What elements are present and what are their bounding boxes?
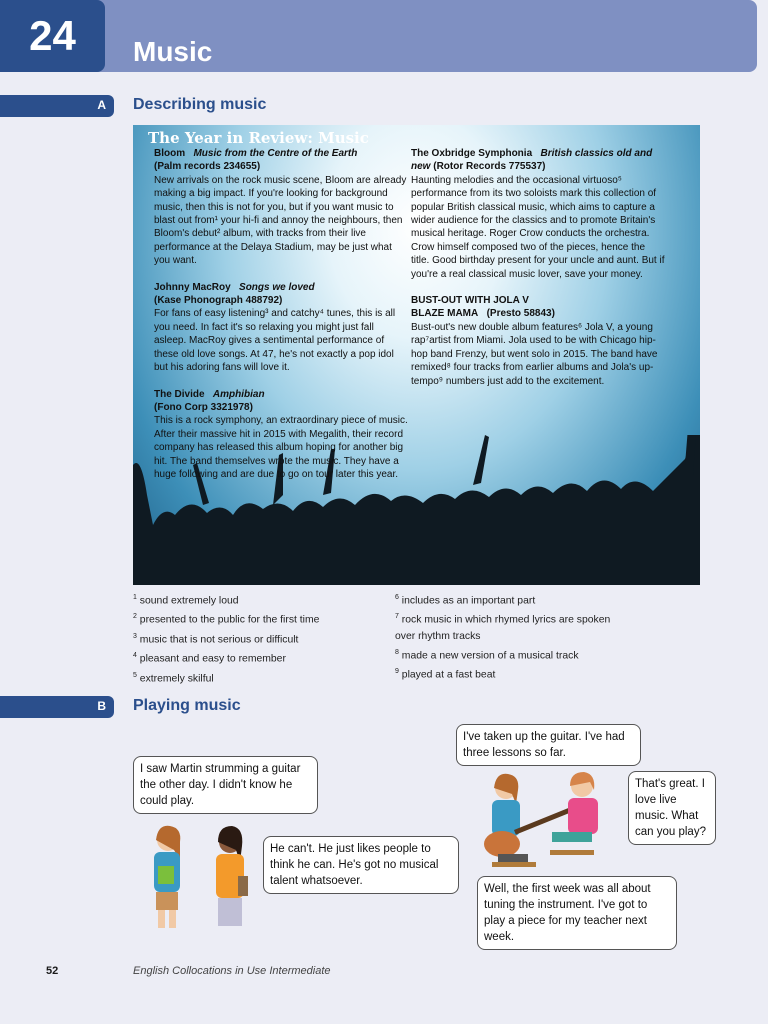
article-entry [411, 294, 665, 388]
article-entry [154, 388, 408, 482]
concert-photo [133, 125, 700, 585]
unit-number: 24 [29, 12, 76, 59]
footnote: $^8$ made a new version of a musical track [395, 648, 579, 662]
entry-artist: Johnny MacRoy [154, 281, 231, 293]
footnote: $^9$ played at a fast beat [395, 668, 496, 681]
entry-artist: Bloom [154, 148, 186, 159]
footnotes-right [395, 590, 625, 684]
section-b-title: Playing music [133, 697, 241, 714]
entry-artist: The Divide [154, 388, 205, 400]
footnotes-left [133, 590, 319, 687]
article-column-right [411, 147, 665, 401]
article-column-left [154, 147, 408, 494]
footnote: $^7$ rock music in which rhymed lyrics are spoken over rhythm tracks [395, 613, 611, 642]
section-b-bar [0, 696, 114, 718]
two-women-illustration [140, 820, 260, 932]
entry-album: BLAZE MAMA [411, 308, 479, 320]
entry-artist: The Oxbridge Symphonia [411, 148, 533, 159]
footnote: $^2$ presented to the public for the first time [133, 613, 320, 626]
speech-bubble: He can't. He just likes people to think he can. He's got no musical talent whatsoever. [263, 836, 459, 894]
page-number: 52 [46, 965, 59, 977]
entry-label: (Kase Phonograph 488792) [154, 295, 283, 307]
entry-album: British classics old and new [411, 148, 653, 173]
article-entry [154, 147, 408, 268]
article-entry [411, 147, 665, 281]
section-a-letter: A [97, 98, 106, 112]
entry-label: (Palm records 234655) [154, 161, 261, 173]
section-b-letter: B [97, 699, 106, 713]
speech-bubble: I saw Martin strumming a guitar the other day. I didn't know he could play. [133, 756, 318, 814]
footnote: $^4$ pleasant and easy to remember [133, 652, 286, 665]
entry-album: Music from the Centre of the Earth [193, 148, 358, 159]
article-title: The Year in Review: Music [148, 129, 369, 147]
footnote: $^3$ music that is not serious or difficult [133, 632, 299, 646]
section-a-title: Describing music [133, 96, 267, 113]
entry-label: (Rotor Records 775537) [433, 161, 546, 173]
footnote: $^5$ extremely skilful [133, 671, 214, 685]
guitar-lesson-illustration [478, 770, 628, 875]
entry-album: Amphibian [212, 388, 265, 400]
entry-text: Bust-out's new double album features⁶ Jola V, a young rap⁷artist from Miami. Jola used to be with Chicago hip-hop band Frenzy, but went solo in 2015. The band have remixed⁸ four tracks from earlier albums and Jola's up-tempo⁹ numbers just add to the excitement. [411, 321, 658, 387]
speech-bubble: That's great. I love live music. What can you play? [628, 771, 716, 845]
speech-bubble: Well, the first week was all about tuning the instrument. I've got to play a piece for my teacher next week. [477, 876, 677, 950]
footnote: $^6$ includes as an important part [395, 594, 536, 607]
entry-text: Haunting melodies and the occasional virtuoso⁵ performance from its two soloists mark this collection of popular British classical music, which aims to capture a wider audience for the classics and to promote Britain's musical heritage. Roger Crow conducts the orchestra. Crow himself composed two of the pieces, hence the title. Good birthday present for your uncle and aunt. But if you're a real classical music lover, save your money. [411, 174, 665, 280]
entry-text: New arrivals on the rock music scene, Bloom are already making a big impact. If you're looking for background music, then this is not for you, but if you want music to blast out from¹ your hi-fi and annoy the neighbours, then Bloom's debut² album, with tracks from their live performance at the Delaya Stadium, may be just what you want. [154, 174, 407, 267]
unit-title: Music [133, 36, 213, 67]
entry-album: Songs we loved [239, 281, 315, 293]
entry-text: For fans of easy listening³ and catchy⁴ tunes, this is all you need. In fact it's so relaxing you might just fall asleep. MacRoy gives a sentimental performance of these old love songs. At 47, he's not exactly a pop idol but his adoring fans will love it. [154, 308, 396, 374]
entry-artist: BUST-OUT WITH JOLA V [411, 295, 529, 307]
book-title: English Collocations in Use Intermediate [133, 965, 331, 977]
unit-header [0, 0, 757, 72]
footnote: $^1$ sound extremely loud [133, 594, 239, 607]
article-entry [154, 281, 408, 375]
speech-bubble: I've taken up the guitar. I've had three lessons so far. [456, 724, 641, 766]
unit-number-box [0, 0, 105, 72]
entry-label: (Presto 58843) [486, 308, 555, 320]
entry-text: This is a rock symphony, an extraordinary piece of music. After their massive hit in 2015 with Megalith, their record company has released this album hoping for another big hit. The band themselves wrote the music. They have a huge following and are due to go on tour later this year. [154, 415, 408, 480]
entry-label: (Fono Corp 3321978) [154, 401, 253, 413]
section-a-bar [0, 95, 114, 117]
